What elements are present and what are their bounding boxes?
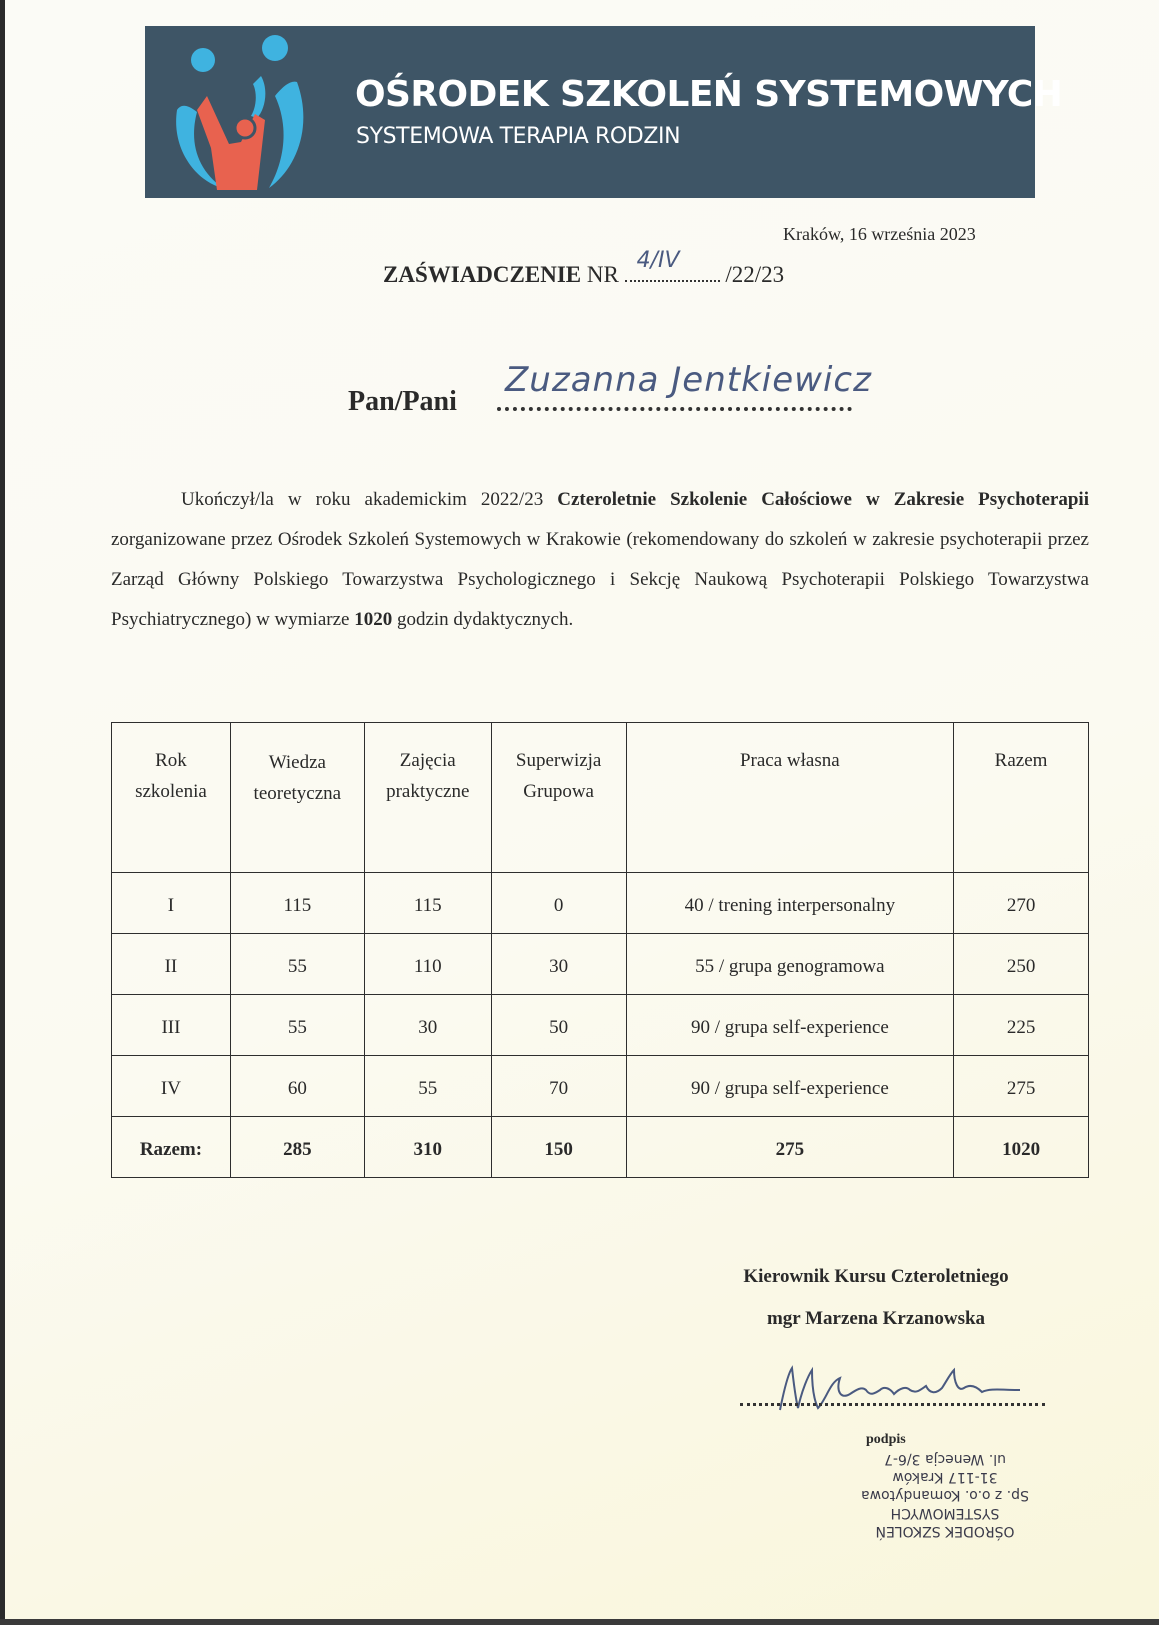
certificate-number-field: [625, 248, 720, 282]
table-cell: 55: [364, 1056, 491, 1117]
company-stamp: [840, 1450, 1050, 1540]
table-cell: 90 / grupa self-experience: [626, 995, 954, 1056]
stamp-line: ul. Wenecja 3/6-7: [884, 1451, 1006, 1467]
stamp-line: Sp. z o.o. Komandytowa: [861, 1487, 1029, 1503]
signatory-role: Kierownik Kursu Czteroletniego: [743, 1266, 1009, 1287]
table-row: [112, 995, 1089, 1056]
header-practice: Zajęcia praktyczne: [364, 723, 491, 873]
table-cell: 50: [491, 995, 626, 1056]
table-cell: 275: [954, 1056, 1089, 1117]
table-cell: 55: [230, 995, 364, 1056]
table-cell: 0: [491, 873, 626, 934]
table-cell: I: [112, 873, 231, 934]
training-hours-table: [111, 722, 1089, 1178]
issue-date: Kraków, 16 września 2023: [783, 224, 976, 244]
certificate-number-suffix: /22/23: [725, 262, 785, 287]
signatory-block: [706, 1256, 1046, 1340]
stamp-line: OŚRODEK SZKOLEŃ: [875, 1523, 1015, 1539]
body-part-1: Ukończył/la w roku akademickim 2022/23: [181, 489, 558, 510]
total-cell: 1020: [954, 1117, 1089, 1178]
table-cell: 250: [954, 934, 1089, 995]
table-cell: 30: [491, 934, 626, 995]
certificate-heading: [383, 248, 785, 288]
table-cell: 55: [230, 934, 364, 995]
total-cell: 150: [491, 1117, 626, 1178]
header-own-work: Praca własna: [626, 723, 954, 873]
table-cell: 40 / trening interpersonalny: [626, 873, 954, 934]
organization-subtitle: SYSTEMOWA TERAPIA RODZIN: [356, 124, 681, 149]
signature-dotted-line: [740, 1400, 1045, 1406]
table-total-row: [112, 1117, 1089, 1178]
table-cell: 30: [364, 995, 491, 1056]
table-cell: 70: [491, 1056, 626, 1117]
body-part-3: godzin dydaktycznych.: [392, 609, 574, 630]
table-cell: IV: [112, 1056, 231, 1117]
table-cell: 90 / grupa self-experience: [626, 1056, 954, 1117]
header-theory: Wiedza teoretyczna: [230, 723, 364, 873]
table-row: [112, 934, 1089, 995]
header-banner: [145, 26, 1063, 198]
header-year: Rok szkolenia: [112, 723, 231, 873]
page-edge-left: [0, 0, 5, 1625]
table-cell: 115: [364, 873, 491, 934]
signatory-name: mgr Marzena Krzanowska: [766, 1308, 986, 1329]
table-cell: 60: [230, 1056, 364, 1117]
table-header-row: [112, 723, 1089, 873]
table-cell: 55 / grupa genogramowa: [626, 934, 954, 995]
recipient-dotted-line: [497, 403, 852, 411]
handwritten-recipient-name: Zuzanna Jentkiewicz: [505, 360, 872, 400]
total-hours-inline: 1020: [354, 609, 393, 630]
certificate-body-text: [111, 480, 1089, 640]
table-cell: 225: [954, 995, 1089, 1056]
body-part-2: zorganizowane przez Ośrodek Szkoleń Systemowych w Krakowie (rekomendowany do szkoleń w zakresie psychoterapii przez Zarząd Główny Polskiego Towarzystwa Psychologicznego i Sekcję Naukową Psychoterapii Polskiego Towarzystwa Psychiatrycznego) w wymiarze: [111, 529, 1089, 630]
total-cell: 275: [626, 1117, 954, 1178]
total-label-cell: Razem:: [112, 1117, 231, 1178]
stamp-line: SYSTEMOWYCH: [890, 1505, 1000, 1521]
table-row: [112, 873, 1089, 934]
recipient-label: Pan/Pani: [348, 386, 457, 417]
signature-label: podpis: [866, 1432, 906, 1447]
stamp-line: 31-117 Kraków: [892, 1469, 998, 1485]
total-cell: 285: [230, 1117, 364, 1178]
certificate-title: ZAŚWIADCZENIE: [383, 262, 582, 287]
header-supervision: Superwizja Grupowa: [491, 723, 626, 873]
handwritten-certificate-number: 4/IV: [636, 248, 680, 273]
certificate-nr-label: NR: [586, 262, 619, 287]
handwritten-signature-icon: [770, 1360, 1050, 1420]
family-logo-icon: [157, 30, 317, 194]
table-cell: 115: [230, 873, 364, 934]
table-cell: III: [112, 995, 231, 1056]
table-cell: 270: [954, 873, 1089, 934]
header-total: Razem: [954, 723, 1089, 873]
table-cell: II: [112, 934, 231, 995]
page-edge-bottom: [0, 1619, 1159, 1625]
table-row: [112, 1056, 1089, 1117]
table-cell: 110: [364, 934, 491, 995]
total-cell: 310: [364, 1117, 491, 1178]
organization-title: OŚRODEK SZKOLEŃ SYSTEMOWYCH: [355, 74, 1063, 115]
course-name: Czteroletnie Szkolenie Całościowe w Zakresie Psychoterapii: [557, 489, 1089, 510]
